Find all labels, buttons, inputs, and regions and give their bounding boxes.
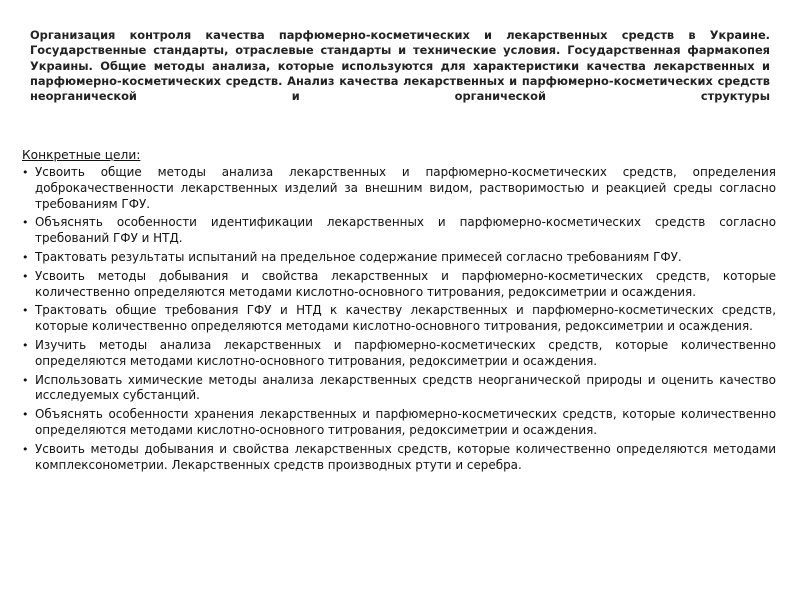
list-item <box>22 373 776 405</box>
bullet-icon: • <box>22 408 29 422</box>
list-item-text: Трактовать результаты испытаний на предельное содержание примесей согласно требованиям ГФУ. <box>35 249 682 264</box>
slide-title: Организация контроля качества парфюмерно-косметических и лекарственных средств в Украине. Государственные стандарты, отраслевые стандарты и технические условия. Государственная фармакопея Украины. Общие методы анализа, которые используются для характеристики качества лекарственных и парфюмерно-косметических средств. Анализ качества лекарственных и парфюмерно-косметических средств неорганической и органической структуры <box>30 28 770 104</box>
section-heading: Конкретные цели: <box>22 148 141 162</box>
slide-content <box>22 147 776 476</box>
list-item-text: Изучить методы анализа лекарственных и парфюмерно-косметических средств, которые количественно определяются методами кислотно-основного титрования, редоксиметрии и осаждения. <box>35 337 776 368</box>
list-item <box>22 442 776 474</box>
list-item <box>22 303 776 335</box>
bullet-icon: • <box>22 304 29 318</box>
list-item-text: Объяснять особенности идентификации лекарственных и парфюмерно-косметических средств согласно требований ГФУ и НТД. <box>35 215 776 246</box>
list-item <box>22 165 776 212</box>
bullet-icon: • <box>22 269 29 283</box>
list-item <box>22 338 776 370</box>
list-item-text: Усвоить методы добывания и свойства лекарственных средств, которые количественно определяются методами комплексонометрии. Лекарственных средств производных ртути и серебра. <box>35 441 776 472</box>
bullet-icon: • <box>22 338 29 352</box>
list-item <box>22 407 776 439</box>
list-item <box>22 250 776 266</box>
list-item-text: Усвоить методы добывания и свойства лекарственных и парфюмерно-косметических средств, которые количественно определяются методами кислотно-основного титрования, редоксиметрии и осаждения. <box>35 268 776 299</box>
bullet-icon: • <box>22 216 29 230</box>
list-item <box>22 215 776 247</box>
bullet-icon: • <box>22 166 29 179</box>
bullet-icon: • <box>22 373 29 387</box>
list-item <box>22 269 776 301</box>
objectives-list <box>22 165 776 473</box>
list-item-text: Усвоить общие методы анализа лекарственных и парфюмерно-косметических средств, определения доброкачественности лекарственных изделий за внешним видом, растворимостью и реакцией среды согласно требованиям ГФУ. <box>35 165 776 211</box>
list-item-text: Трактовать общие требования ГФУ и НТД к качеству лекарственных и парфюмерно-косметических средств, которые количественно определяются методами кислотно-основного титрования, редоксиметрии и осаждения. <box>35 303 776 334</box>
list-item-text: Использовать химические методы анализа лекарственных средств неорганической природы и оценить качество исследуемых субстанций. <box>35 372 776 403</box>
bullet-icon: • <box>22 250 29 264</box>
list-item-text: Объяснять особенности хранения лекарственных и парфюмерно-косметических средств, которые количественно определяются методами кислотно-основного титрования, редоксиметрии и осаждения. <box>35 407 776 437</box>
bullet-icon: • <box>22 442 29 456</box>
